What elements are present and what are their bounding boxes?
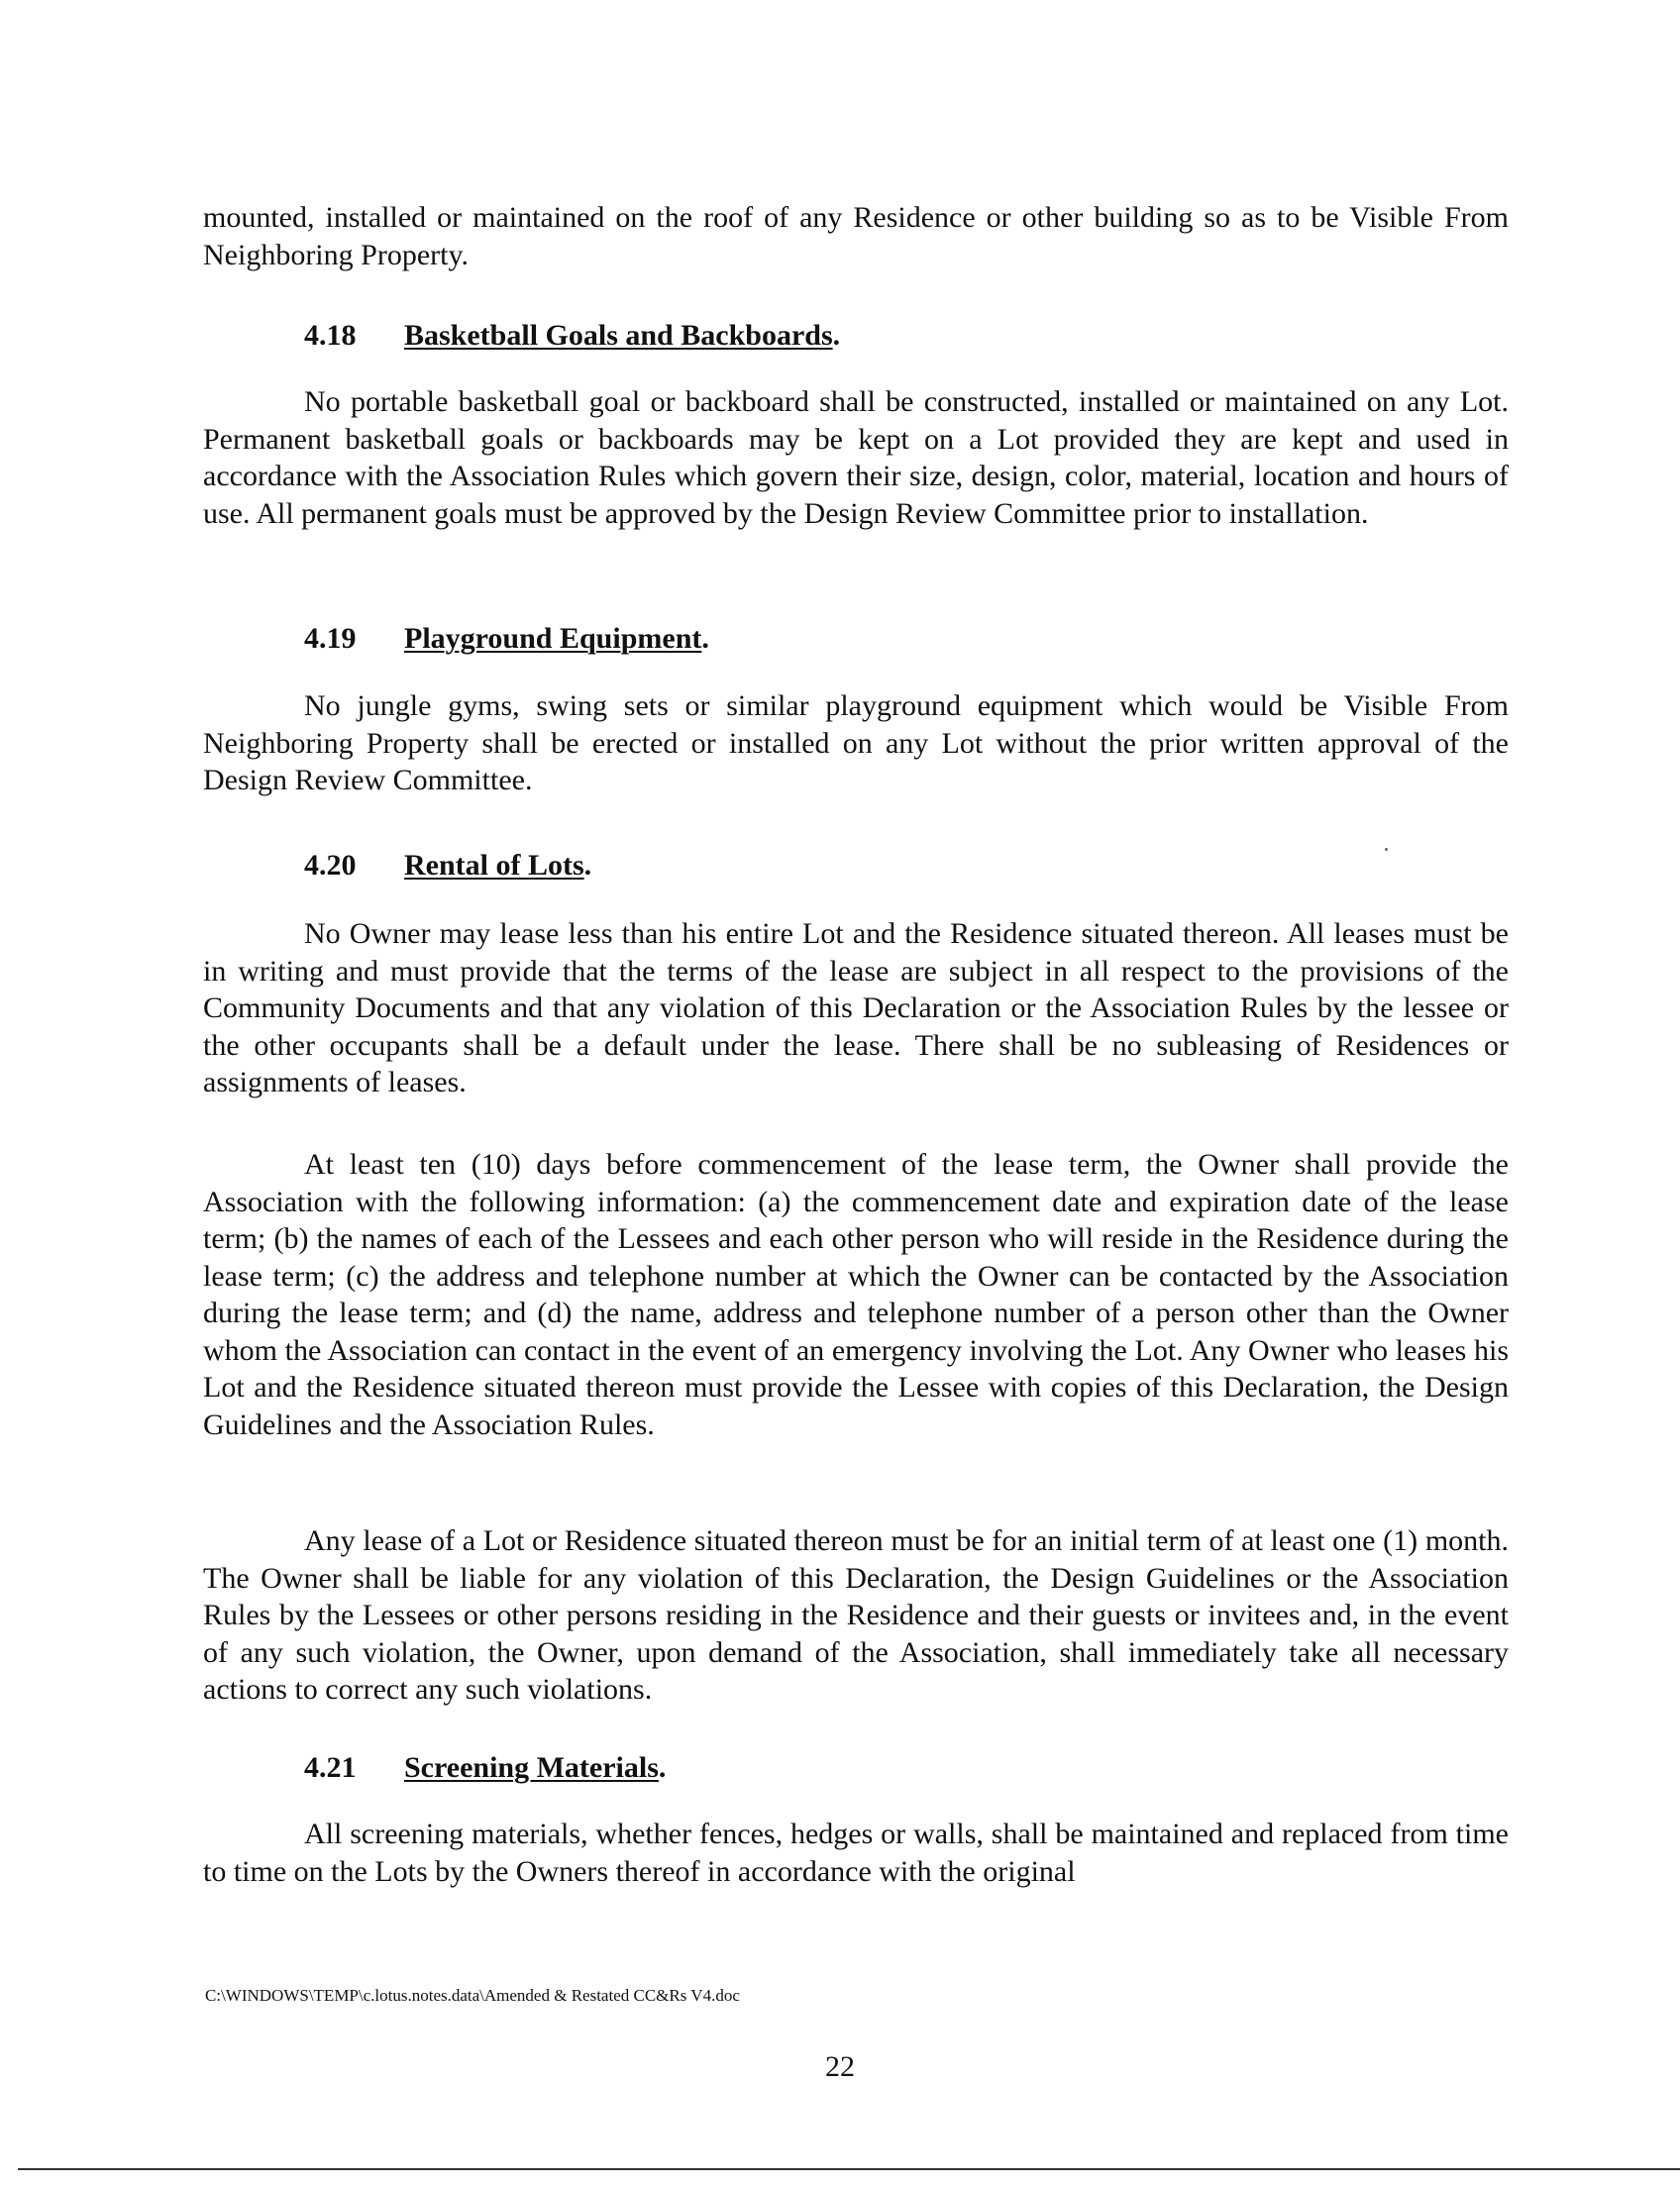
section-heading-4-19 bbox=[304, 622, 709, 656]
heading-period: . bbox=[701, 622, 709, 655]
section-number: 4.21 bbox=[304, 1751, 357, 1784]
section-heading-4-18 bbox=[304, 319, 840, 353]
paragraph-4-20-c: Any lease of a Lot or Residence situated thereon must be for an initial term of at least one (1) month. The Owner shall be liable for any violation of this Declaration, the Design Guidelines or the Association Rules by the Lessees or other persons residing in the Residence and their guests or invitees and, in the event of any such violation, the Owner, upon demand of the Association, shall immediately take all necessary actions to correct any such violations. bbox=[203, 1524, 1509, 1706]
paragraph-4-18: No portable basketball goal or backboard shall be constructed, installed or maintained on any Lot. Permanent basketball goals or backboards may be kept on a Lot provided they are kept and used in accordance with the Association Rules which govern their size, design, color, material, location and hours of use. All permanent goals must be approved by the Design Review Committee prior to installation. bbox=[203, 385, 1509, 530]
paragraph-4-20-a: No Owner may lease less than his entire Lot and the Residence situated thereon. All leases must be in writing and must provide that the terms of the lease are subject in all respect to the provisions of the Community Documents and that any violation of this Declaration or the Association Rules by the lessee or the other occupants shall be a default under the lease. There shall be no subleasing of Residences or assignments of leases. bbox=[203, 917, 1509, 1098]
section-number: 4.18 bbox=[304, 319, 357, 352]
paragraph-4-19: No jungle gyms, swing sets or similar playground equipment which would be Visible From Neighboring Property shall be erected or installed on any Lot without the prior written approval of the Design Review Committee. bbox=[203, 689, 1509, 796]
paragraph-4-21: All screening materials, whether fences, hedges or walls, shall be maintained and replaced from time to time on the Lots by the Owners thereof in accordance with the original bbox=[203, 1818, 1509, 1888]
scan-speck bbox=[1385, 848, 1388, 851]
page-number: 22 bbox=[825, 2050, 855, 2083]
section-heading-4-20 bbox=[304, 849, 591, 883]
section-title: Basketball Goals and Backboards bbox=[404, 319, 833, 352]
section-title: Screening Materials bbox=[404, 1751, 659, 1784]
section-title: Rental of Lots bbox=[404, 849, 584, 882]
section-number: 4.19 bbox=[304, 622, 357, 655]
section-heading-4-21 bbox=[304, 1751, 666, 1785]
paragraph-4-20-b: At least ten (10) days before commencement of the lease term, the Owner shall provide the Association with the following information: (a) the commencement date and expiration date of the lease term; (b) the names of each of the Lessees and each other person who will reside in the Residence during the lease term; (c) the address and telephone number at which the Owner can be contacted by the Association during the lease term; and (d) the name, address and telephone number of a person other than the Owner whom the Association can contact in the event of an emergency involving the Lot. Any Owner who leases his Lot and the Residence situated thereon must provide the Lessee with copies of this Declaration, the Design Guidelines and the Association Rules. bbox=[203, 1148, 1509, 1441]
footer-file-path: C:\WINDOWS\TEMP\c.lotus.notes.data\Amended & Restated CC&Rs V4.doc bbox=[205, 1986, 740, 2005]
section-number: 4.20 bbox=[304, 849, 357, 882]
bottom-rule bbox=[18, 2168, 1680, 2170]
paragraph-intro: mounted, installed or maintained on the roof of any Residence or other building so as to be Visible From Neighboring Property. bbox=[203, 201, 1509, 271]
heading-period: . bbox=[832, 319, 841, 352]
heading-period: . bbox=[583, 849, 592, 882]
section-title: Playground Equipment bbox=[404, 622, 702, 655]
heading-period: . bbox=[658, 1751, 667, 1784]
